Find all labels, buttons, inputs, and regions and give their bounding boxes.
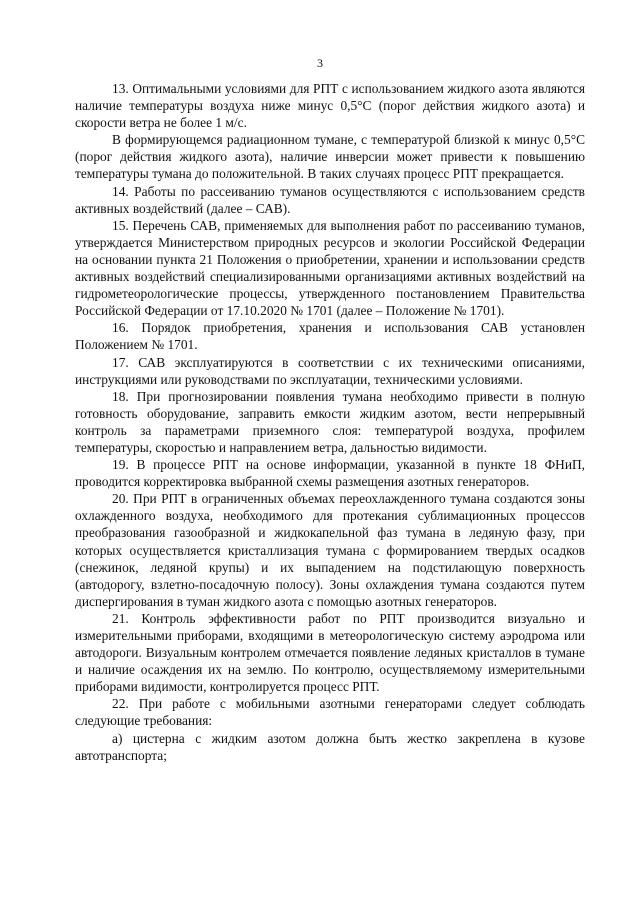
document-body [75, 80, 585, 764]
paragraph-16: 16. Порядок приобретения, хранения и использования САВ установлен Положением № 1701. [75, 320, 585, 353]
page-number: 3 [317, 56, 323, 70]
paragraph-14: 14. Работы по рассеиванию туманов осуществляются с использованием средств активных воздействий (далее – САВ). [75, 183, 585, 216]
paragraph-13: 13. Оптимальными условиями для РПТ с использованием жидкого азота являются наличие температуры воздуха ниже минус 0,5°С (порог действия жидкого азота) и скорости ветра не более 1 м/с. [75, 81, 585, 131]
paragraph-22: 22. При работе с мобильными азотными генераторами следует соблюдать следующие требования: [75, 696, 585, 729]
paragraph-20: 20. При РПТ в ограниченных объемах переохлажденного тумана создаются зоны охлажденного воздуха, необходимого для протекания сублимационных процессов преобразования газообразной и жидкокапельной фаз тумана в ледяную фазу, при которых осуществляется кристаллизация тумана с формированием твердых осадков (снежинок, ледяной крупы) и их выпадением на подстилающую поверхность (автодорогу, взлетно-посадочную полосу). Зоны охлаждения тумана создаются путем диспергирования в туман жидкого азота с помощью азотных генераторов. [75, 491, 585, 609]
paragraph-22-item-a: а) цистерна с жидким азотом должна быть жестко закреплена в кузове автотранспорта; [75, 730, 585, 763]
paragraph-18: 18. При прогнозировании появления тумана необходимо привести в полную готовность оборудование, заправить емкости жидким азотом, вести непрерывный контроль за параметрами приземного слоя: температурой воздуха, профилем температуры, скоростью и направлением ветра, дальностью видимости. [75, 388, 585, 455]
paragraph-19: 19. В процессе РПТ на основе информации, указанной в пункте 18 ФНиП, проводится корректировка выбранной схемы размещения азотных генераторов. [75, 457, 585, 490]
paragraph-13-continued: В формирующемся радиационном тумане, с температурой близкой к минус 0,5°С (порог действия жидкого азота), наличие инверсии может привести к повышению температуры тумана до положительной. В таких случаях процесс РПТ прекращается. [75, 132, 585, 182]
paragraph-15: 15. Перечень САВ, применяемых для выполнения работ по рассеиванию туманов, утверждается Министерством природных ресурсов и экологии Российской Федерации на основании пункта 21 Положения о приобретении, хранении и использовании средств активных воздействий специализированными организациями активных воздействий на гидрометеорологические процессы, утвержденного постановлением Правительства Российской Федерации от 17.10.2020 № 1701 (далее – Положение № 1701). [75, 217, 585, 319]
paragraph-17: 17. САВ эксплуатируются в соответствии с их техническими описаниями, инструкциями или руководствами по эксплуатации, техническими условиями. [75, 354, 585, 387]
paragraph-21: 21. Контроль эффективности работ по РПТ производится визуально и измерительными приборами, входящими в метеорологическую систему аэродрома или автодороги. Визуальным контролем отмечается появление ледяных кристаллов в тумане и наличие осаждения их на землю. По контролю, осуществляемому измерительными приборами видимости, контролируется процесс РПТ. [75, 610, 585, 695]
